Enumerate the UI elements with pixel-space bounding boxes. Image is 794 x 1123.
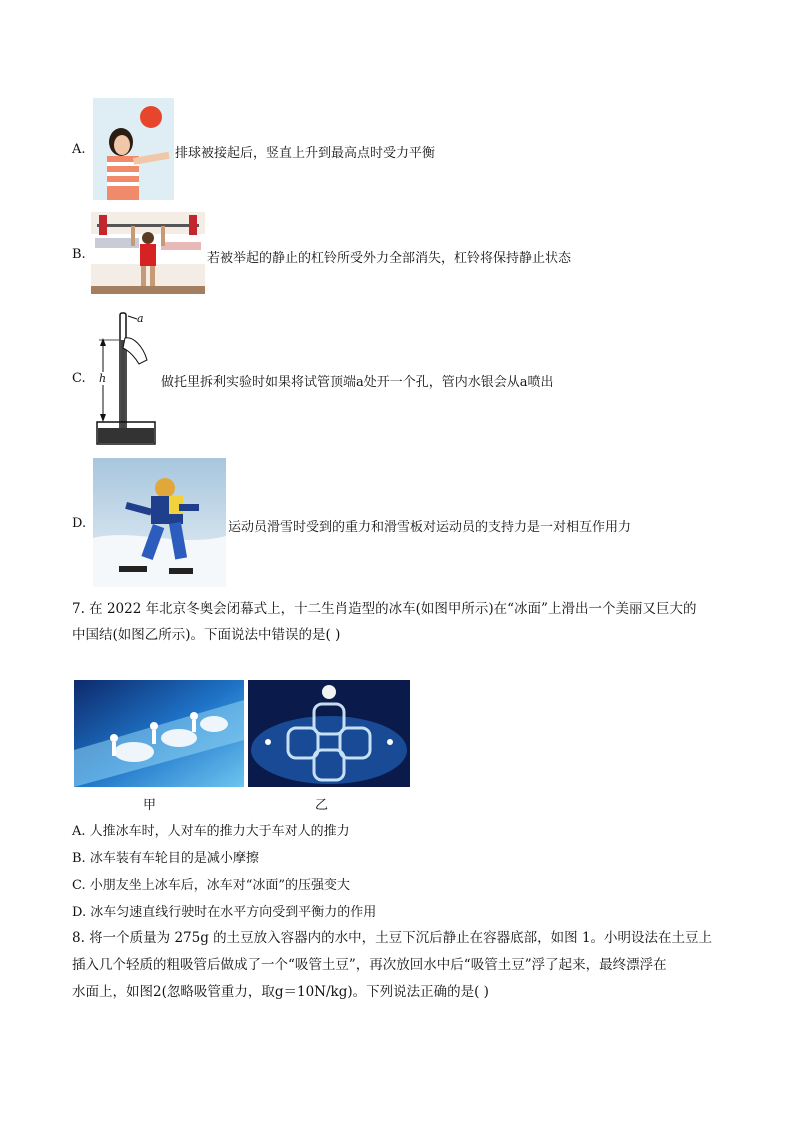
weightlifter-photo (91, 212, 205, 294)
volleyball-player-photo (93, 98, 174, 200)
q8-stem-line2: 插入几个轻质的粗吸管后做成了一个“吸管土豆”，再次放回水中后“吸管土豆”浮了起来，最终漂浮在 (72, 957, 667, 973)
q8-stem-line1: 8. 将一个质量为 275g 的土豆放入容器内的水中，土豆下沉后静止在容器底部，如图 1。小明设法在土豆上 (72, 930, 713, 946)
height-label: h (99, 372, 107, 385)
ice-cart-photo (74, 680, 244, 787)
q7-stem-line1: 7. 在 2022 年北京冬奥会闭幕式上，十二生肖造型的冰车(如图甲所示)在“冰面”上滑出一个美丽又巨大的 (72, 601, 697, 617)
option-c-letter: C. (72, 371, 86, 386)
option-a-letter: A. (72, 142, 86, 157)
option-b-letter: B. (72, 247, 86, 262)
q7-choice-a: A. 人推冰车时，人对车的推力大于车对人的推力 (72, 824, 350, 839)
q7-choice-b: B. 冰车装有车轮目的是减小摩擦 (72, 851, 259, 866)
q7-choice-c: C. 小朋友坐上冰车后，冰车对“冰面”的压强变大 (72, 878, 351, 893)
tube-top-label: a (137, 312, 144, 325)
q7-stem-line2: 中国结(如图乙所示)。下面说法中错误的是( ) (72, 627, 341, 643)
option-d-letter: D. (72, 516, 87, 531)
torricelli-diagram (95, 310, 159, 446)
option-d-text: 运动员滑雪时受到的重力和滑雪板对运动员的支持力是一对相互作用力 (228, 520, 632, 535)
skier-photo (93, 458, 226, 587)
chinese-knot-photo (248, 680, 410, 787)
q7-choice-d: D. 冰车匀速直线行驶时在水平方向受到平衡力的作用 (72, 905, 377, 920)
option-b-text: 若被举起的静止的杠铃所受外力全部消失，杠铃将保持静止状态 (207, 251, 572, 266)
q8-stem-line3: 水面上，如图2(忽略吸管重力，取g＝10N/kg)。下列说法正确的是( ) (72, 984, 489, 1000)
figure-caption-yi: 乙 (315, 798, 329, 813)
figure-caption-jia: 甲 (143, 798, 157, 813)
option-a-text: 排球被接起后，竖直上升到最高点时受力平衡 (175, 146, 436, 161)
option-c-text: 做托里拆利实验时如果将试管顶端a处开一个孔，管内水银会从a喷出 (161, 375, 554, 390)
